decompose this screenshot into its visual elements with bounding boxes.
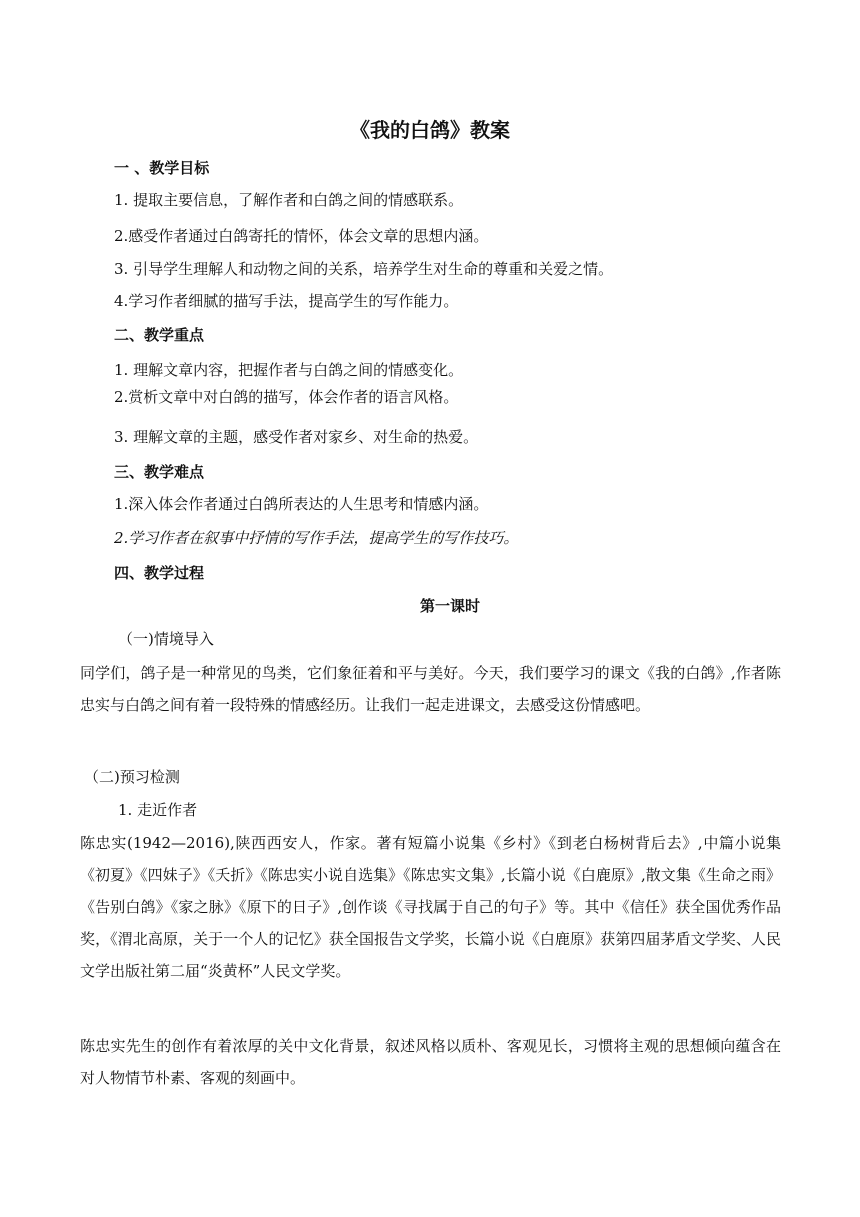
difficulty-item-1: 1.深入体会作者通过白鸽所表达的人生思考和情感内涵。 bbox=[114, 495, 489, 513]
lesson-label: 第一课时 bbox=[419, 597, 480, 615]
style-paragraph: 陈忠实先生的创作有着浓厚的关中文化背景，叙述风格以质朴、客观见长，习惯将主观的思想倾向蕴含在对人物情节朴素、客观的刻画中。 bbox=[80, 1037, 781, 1087]
key-point-item-2: 2.赏析文章中对白鸽的描写，体会作者的语言风格。 bbox=[114, 388, 459, 406]
intro-paragraph: 同学们，鸽子是一种常见的鸟类，它们象征着和平与美好。今天，我们要学习的课文《我的白鸽》,作者陈忠实与白鸽之间有着一段特殊的情感经历。让我们一起走进课文，去感受这份情感吧。 bbox=[80, 664, 781, 714]
subsection-intro: （一)情境导入 bbox=[118, 630, 214, 648]
section-heading-objectives: 一 、教学目标 bbox=[114, 159, 210, 177]
objective-item-4: 4.学习作者细腻的描写手法，提高学生的写作能力。 bbox=[114, 292, 459, 310]
preview-item-author: 1. 走近作者 bbox=[118, 801, 198, 819]
section-heading-process: 四、教学过程 bbox=[114, 564, 205, 582]
author-paragraph: 陈忠实(1942—2016),陕西西安人，作家。著有短篇小说集《乡村》《到老白杨树背后去》,中篇小说集《初夏》《四妹子》《夭折》《陈忠实小说自选集》《陈忠实文集》,长篇小说《白鹿原》,散文集《生命之雨》《告别白鸽》《家之脉》《原下的日子》,创作谈《寻找属于自己的句子》等。其中《信任》获全国优秀作品奖，《渭北高原，关于一个人的记忆》获全国报告文学奖，长篇小说《白鹿原》获第四届茅盾文学奖、人民文学出版社第二届“炎黄杯”人民文学奖。 bbox=[80, 834, 781, 980]
objective-item-2: 2.感受作者通过白鸽寄托的情怀，体会文章的思想内涵。 bbox=[114, 227, 489, 245]
section-heading-key-points: 二、教学重点 bbox=[114, 326, 205, 344]
objective-item-3: 3. 引导学生理解人和动物之间的关系，培养学生对生命的尊重和关爱之情。 bbox=[114, 260, 614, 278]
key-point-item-3: 3. 理解文章的主题，感受作者对家乡、对生命的热爱。 bbox=[114, 428, 479, 446]
document-title: 《我的白鸽》教案 bbox=[350, 118, 510, 142]
key-point-item-1: 1. 理解文章内容，把握作者与白鸽之间的情感变化。 bbox=[114, 361, 464, 379]
section-heading-difficulties: 三、教学难点 bbox=[114, 463, 205, 481]
subsection-preview: （二)预习检测 bbox=[84, 768, 180, 786]
objective-item-1: 1. 提取主要信息，了解作者和白鸽之间的情感联系。 bbox=[114, 191, 464, 209]
difficulty-item-2: 2.学习作者在叙事中抒情的写作手法，提高学生的写作技巧。 bbox=[114, 529, 519, 547]
